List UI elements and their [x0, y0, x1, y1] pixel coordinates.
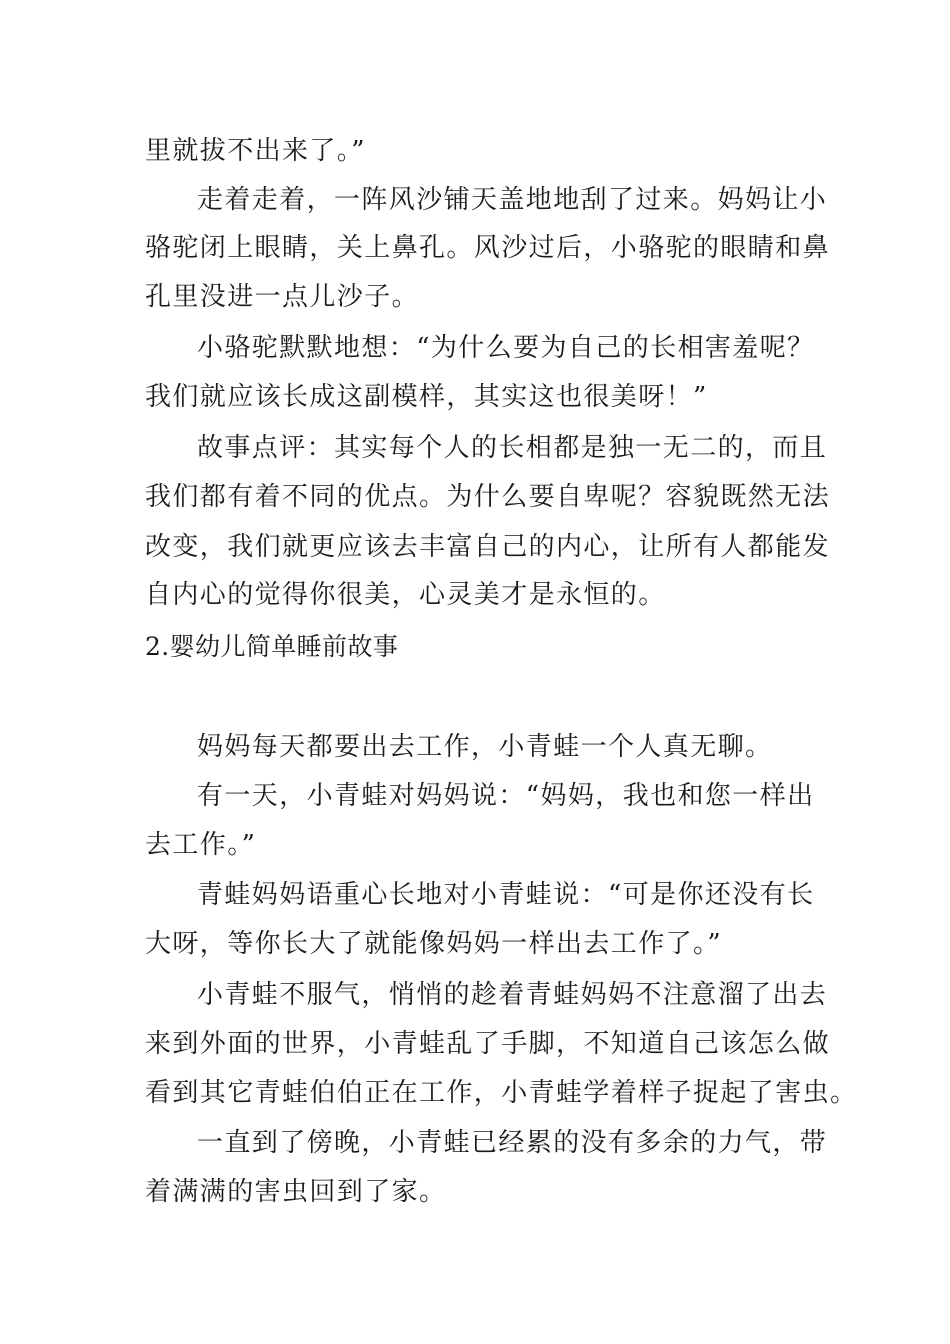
paragraph-line: 来到外面的世界，小青蛙乱了手脚，不知道自己该怎么做: [145, 1029, 831, 1059]
paragraph-line: 我们就应该长成这副模样，其实这也很美呀！”: [145, 382, 708, 412]
paragraph-line: 自内心的觉得你很美，心灵美才是永恒的。: [145, 580, 666, 610]
paragraph-line: 去工作。”: [145, 830, 257, 860]
paragraph-line: 小青蛙不服气，悄悄的趁着青蛙妈妈不注意溜了出去: [197, 980, 828, 1010]
paragraph-line: 走着走着，一阵风沙铺天盖地地刮了过来。妈妈让小: [197, 185, 828, 215]
paragraph-line: 里就拔不出来了。”: [145, 136, 366, 166]
paragraph-line: 大呀，等你长大了就能像妈妈一样出去工作了。”: [145, 929, 723, 959]
paragraph-line: 妈妈每天都要出去工作，小青蛙一个人真无聊。: [197, 732, 773, 762]
paragraph-line: 孔里没进一点儿沙子。: [145, 282, 420, 312]
paragraph-line: 看到其它青蛙伯伯正在工作，小青蛙学着样子捉起了害虫。: [145, 1078, 858, 1108]
paragraph-line: 骆驼闭上眼睛，关上鼻孔。风沙过后，小骆驼的眼睛和鼻: [145, 233, 831, 263]
paragraph-line: 我们都有着不同的优点。为什么要自卑呢？容貌既然无法: [145, 482, 831, 512]
paragraph-line: 小骆驼默默地想：“为什么要为自己的长相害羞呢？: [197, 333, 815, 363]
paragraph-line: 一直到了傍晚，小青蛙已经累的没有多余的力气，带: [197, 1128, 828, 1158]
paragraph-line: 有一天，小青蛙对妈妈说：“妈妈，我也和您一样出: [197, 781, 815, 811]
paragraph-line: 青蛙妈妈语重心长地对小青蛙说：“可是你还没有长: [197, 880, 815, 910]
paragraph-line: 故事点评：其实每个人的长相都是独一无二的，而且: [197, 433, 828, 463]
section-heading: 2.婴幼儿简单睡前故事: [145, 632, 399, 661]
paragraph-line: 改变，我们就更应该去丰富自己的内心，让所有人都能发: [145, 532, 831, 562]
paragraph-line: 着满满的害虫回到了家。: [145, 1177, 447, 1207]
